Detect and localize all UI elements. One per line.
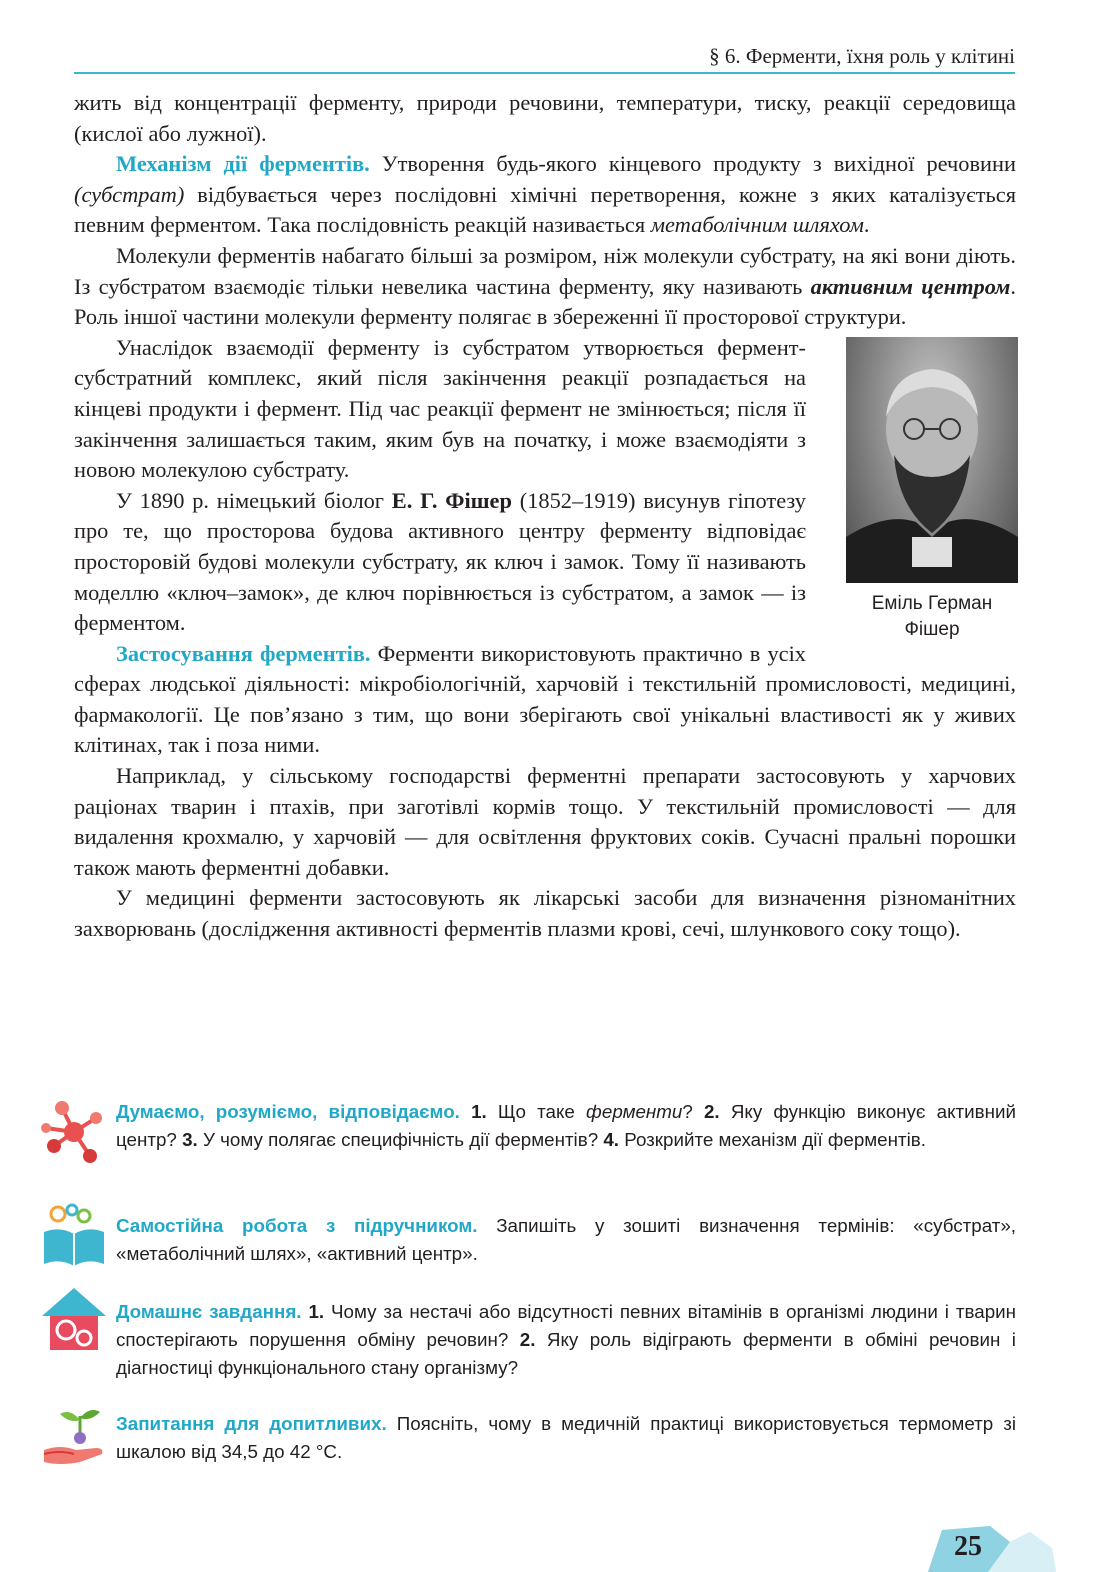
paragraph-1: жить від концентрації ферменту, природи речовини, температури, тиску, реакції середовища (кислої або лужної).	[74, 90, 1016, 146]
paragraph-3: Молекули ферментів набагато більші за розміром, ніж молекули субстрату, на які вони діють. Із субстратом взаємодіє тільки невелика частина ферменту, яку називають активним центром. Роль іншої частини молекули ферменту полягає в збереженні її просторової структури.	[74, 242, 1016, 330]
paragraph-4: Унаслідок взаємодії ферменту із субстратом утворюється фермент-субстратний комплекс, який після закінчення реакції розпадається на кінцеві продукти і фермент. Під час реакції фермент не змінюється; після її закінчення залишається таким, яким був на початку, і може взаємодіяти з новою молекулою субстрату.	[74, 334, 806, 483]
book-gears-icon	[40, 1202, 108, 1270]
house-gears-icon	[40, 1284, 108, 1352]
portrait-figure	[832, 337, 1032, 643]
task-homework-text: Домашнє завдання. 1. Чому за нестачі або відсутності певних вітамінів в організмі людини і тварин спостерігають порушення обміну речовин? 2. Яку роль відіграють ферменти в обміні речовин і діагностиці функціонального стану організму?	[116, 1301, 1016, 1378]
task-think-text: Думаємо, розуміємо, відповідаємо. 1. Що таке ферменти? 2. Яку функцію виконує активний центр? 3. У чому полягає специфічність дії ферментів? 4. Розкрийте механізм дії ферментів.	[116, 1101, 1016, 1150]
task-think-title: Думаємо, розуміємо, відповідаємо.	[116, 1101, 460, 1122]
section-title: § 6. Ферменти, їхня роль у клітині	[709, 44, 1015, 68]
scientist-name: Е. Г. Фішер	[391, 487, 512, 513]
running-header	[74, 40, 1015, 74]
task-homework-title: Домашнє завдання.	[116, 1301, 302, 1322]
task-curious	[40, 1410, 1016, 1466]
term-active-center: активним центром	[810, 273, 1011, 299]
paragraph-2: Механізм дії ферментів. Утворення будь-якого кінцевого продукту з вихідної речовини (субстрат) відбувається через послідовні хімічні перетворення, кожне з яких каталізується певним ферментом. Така послідовність реакцій називається метаболічним шляхом.	[74, 151, 1017, 238]
paragraph-5: У 1890 р. німецький біолог Е. Г. Фішер (1852–1919) висунув гіпотезу про те, що просторова будова активного центру ферменту відповідає просторовій будові молекули субстрату, як ключ і замок. Тому її називають моделлю «ключ–замок», де ключ порівнюється із субстратом, а замок — із ферментом.	[74, 487, 806, 636]
paragraph-7: Наприклад, у сільському господарстві ферментні препарати застосовують у харчових раціонах тварин і птахів, при заготівлі кормів тощо. У текстильній промисловості — для видалення крохмалю, у харчовій — для освітлення фруктових соків. Сучасні пральні порошки також мають ферментні добавки.	[74, 763, 1016, 880]
molecule-icon	[40, 1098, 108, 1166]
main-text	[74, 88, 1016, 945]
portrait-photo	[846, 337, 1018, 583]
task-curious-text: Запитання для допитливих. Поясніть, чому в медичній практиці використовується термометр зі шкалою від 34,5 до 42 °С.	[116, 1413, 1017, 1462]
term-enzyme-application: Застосування ферментів.	[116, 640, 371, 666]
task-self-study	[40, 1212, 1016, 1268]
task-homework	[40, 1298, 1016, 1382]
task-think	[40, 1098, 1016, 1154]
task-curious-title: Запитання для допитливих.	[116, 1413, 387, 1434]
portrait-caption: Еміль Герман Фішер	[871, 592, 993, 640]
paragraph-8: У медицині ферменти застосовують як лікарські засоби для визначення різноманітних захворювань (дослідження активності ферментів плазми крові, сечі, шлункового соку тощо).	[74, 885, 1016, 942]
task-self-study-title: Самостійна робота з підручником.	[116, 1215, 478, 1236]
task-self-study-text: Самостійна робота з підручником. Запишіть у зошиті визначення термінів: «субстрат», «метаболічний шлях», «активний центр».	[116, 1215, 1016, 1264]
paragraph-6: Застосування ферментів. Ферменти використовують практично в усіх сферах людської діяльності: мікробіологічній, харчовій і текстильній промисловості, медицині, фармакології. Це пов’язано з тим, що вони зберігають свої унікальні властивості як у живих клітинах, так і поза ними.	[74, 640, 1016, 758]
page-number: 25	[954, 1531, 982, 1562]
term-enzyme-mechanism: Механізм дії ферментів.	[116, 151, 370, 177]
hand-sprout-icon	[40, 1404, 108, 1472]
